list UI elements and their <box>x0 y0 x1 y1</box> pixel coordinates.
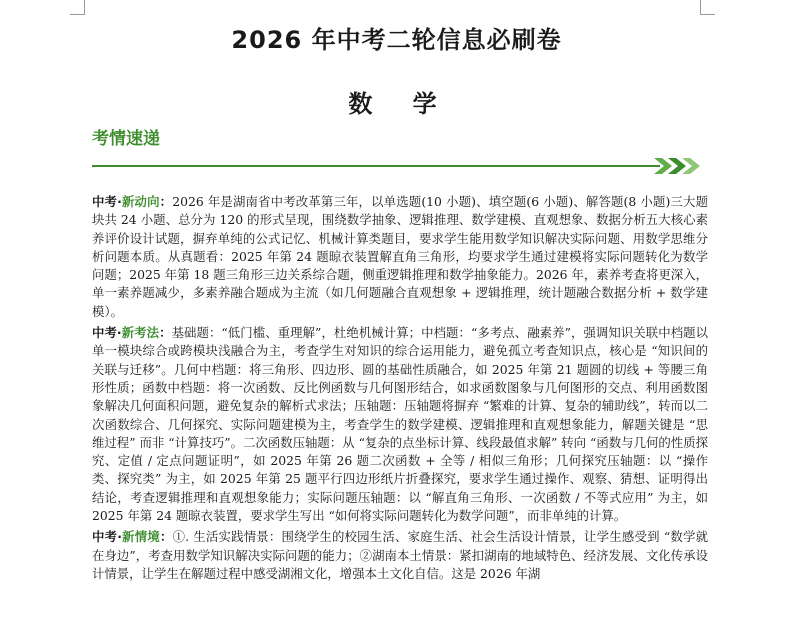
paragraph-text: ①. 生活实践情景：围绕学生的校园生活、家庭生活、社会生活设计情景，让学生感受到 “数学就在身边”，考查用数学知识解决实际问题的能力；②湖南本土情景：紧扣湖南的地域特色、经济发展、文化传承设计情景，让学生在解题过程中感受湖湘文化，增强本土文化自信。这是 2026 年湖 <box>92 529 709 581</box>
paragraph-tag: 新情境 <box>121 529 160 545</box>
paragraph-tag: 新动向 <box>121 194 160 209</box>
subject-title: 数 学 <box>348 90 453 118</box>
page-corner-mark-left <box>70 0 85 15</box>
paragraph-text: 基础题：“低门槛、重理解”，杜绝机械计算；中档题：“多考点、融素养”，强调知识关联中档题以单一模块综合或跨模块浅融合为主，考查学生对知识的综合运用能力，避免孤立考查知识点，核心是 “知识间的关联与迁移”。几何中档题：将三角形、四边形、圆的基础性质融合，如 2025 年第 21 题圆的切线 + 等腰三角形性质；函数中档题：将一次函数、反比例函数与几何图形结合，如求函数图象与几何图形的交点、利用函数图象解决几何面积问题，避免复杂的解析式求法；压轴题：压轴题将摒弃 “繁难的计算、复杂的辅助线”，转而以二次函数综合、几何探究、实际问题建模为主，考查学生的数学建模、逻辑推理和直观想象能力，解题关键是 “思维过程” 而非 “计算技巧”。二次函数压轴题：从 “复杂的点坐标计算、线段最值求解” 转向 “函数与几何的性质探究、定值 / 定点问题证明”，如 2025 年第 26 题二次函数 + 全等 / 相似三角形；几何探究压轴题：以 “操作类、探究类” 为主，如 2025 年第 25 题平行四边形纸片折叠探究，要求学生通过操作、观察、猜想、证明得出结论，考查逻辑推理和直观想象能力；实际问题压轴题：以 “解直角三角形、一次函数 / 不等式应用” 为主，如 2025 年第 24 题晾衣装置，要求学生写出 “如何将实际问题转化为数学问题”，而非单纯的计算。 <box>92 325 709 524</box>
section-heading: 考情速递 <box>92 129 160 149</box>
document-title: 2026 年中考二轮信息必刷卷 <box>231 26 562 54</box>
paragraph-tag: 新考法 <box>121 325 160 341</box>
paragraph-text: 2026 年是湖南省中考改革第三年，以单选题(10 小题)、填空题(6 小题)、解答题(8 小题)三大题块共 24 小题、总分为 120 的形式呈现，围绕数学抽象、逻辑推理、数学建模、直观想象、数据分析五大核心素养评价设计试题，摒弃单纯的公式记忆、机械计算类题目，要求学生能用数学知识解决实际问题、用数学思维分析问题本质。从真题看：2025 年第 24 题晾衣装置解直角三角形，均要求学生通过建模将实际问题转化为数学问题；2025 年第 18 题三角形三边关系综合题，侧重逻辑推理和数学抽象能力。2026 年，素养考查将更深入，单一素养题减少，多素养融合题成为主流（如几何题融合直观想象 + 逻辑推理，统计题融合数据分析 + 数学建模）。 <box>92 194 709 319</box>
paragraph-lead: 中考·新动向： <box>92 194 173 209</box>
paragraph-new-trend <box>92 193 708 321</box>
paragraph-lead: 中考·新考法： <box>92 325 172 341</box>
content-body <box>92 193 708 586</box>
section-divider <box>92 165 660 167</box>
paragraph-new-context <box>92 528 708 583</box>
paragraph-lead: 中考·新情境： <box>92 529 173 545</box>
double-chevron-right-icon <box>654 156 704 176</box>
paragraph-new-method <box>92 324 708 525</box>
page-corner-mark-right <box>700 0 715 15</box>
